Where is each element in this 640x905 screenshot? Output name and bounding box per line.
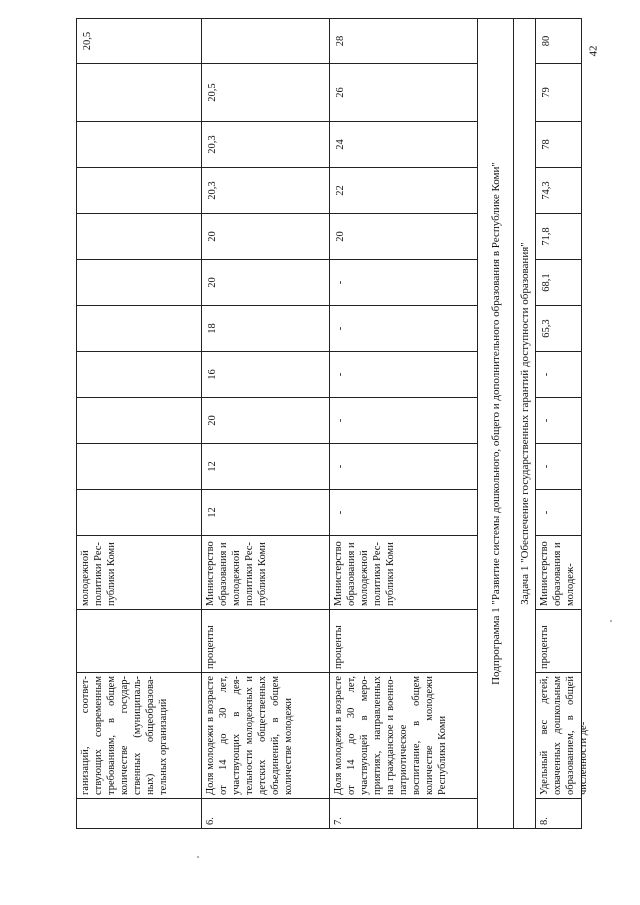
value-cell: 20: [202, 398, 330, 444]
value-cell: 20,5: [77, 18, 202, 64]
value-cell: 22: [330, 168, 478, 214]
value-cell: [77, 260, 202, 306]
value-cell: 20,5: [202, 64, 330, 122]
value-cell: 20: [202, 214, 330, 260]
indicator-name-cell: ганизаций, соответствующих современным требованиям, в общем количестве государственных (муниципальных) общеобразовательных организаций: [77, 673, 202, 799]
value-cell: [77, 64, 202, 122]
value-cell: [77, 444, 202, 490]
page-number: 42: [587, 45, 599, 57]
value-cell: [77, 214, 202, 260]
executor-cell: Министерство образования и молодежной политики Республики Коми: [330, 536, 478, 610]
value-cell: -: [536, 352, 581, 398]
task-title: Задача 1 "Обеспечение государственных гарантий доступности образования": [514, 18, 536, 829]
value-cell: 28: [330, 18, 478, 64]
value-cell: 80: [536, 18, 581, 64]
table-row: [76, 18, 202, 829]
executor-cell: Министерство образования и молодеж-: [536, 536, 581, 610]
rotated-table-frame: [76, 18, 589, 829]
value-cell: 20,3: [202, 168, 330, 214]
value-cell: 26: [330, 64, 478, 122]
value-cell: 79: [536, 64, 581, 122]
value-cell: 78: [536, 122, 581, 168]
value-cell: -: [536, 490, 581, 536]
value-cell: 16: [202, 352, 330, 398]
indicator-name-cell: Доля молодежи в возрасте от 14 до 30 лет, участвующих в деятельности молодежных и детских общественных объединений, в общем количестве молодежи: [202, 673, 330, 799]
value-cell: 12: [202, 490, 330, 536]
value-cell: [77, 122, 202, 168]
value-cell: 74,3: [536, 168, 581, 214]
subprogram-title: Подпрограмма 1 "Развитие системы дошкольного, общего и дополнительного образования в Республике Коми": [478, 18, 514, 829]
unit-cell: проценты: [202, 610, 330, 673]
value-cell: [202, 18, 330, 64]
unit-cell: проценты: [330, 610, 478, 673]
value-cell: 20,3: [202, 122, 330, 168]
value-cell: -: [330, 490, 478, 536]
value-cell: 12: [202, 444, 330, 490]
row-number-cell: 8.: [536, 799, 581, 829]
executor-cell: молодежной политики Республики Коми: [77, 536, 202, 610]
value-cell: 65,3: [536, 306, 581, 352]
subprogram-row: [477, 18, 514, 829]
value-cell: -: [330, 352, 478, 398]
scan-speck: [197, 856, 199, 858]
indicators-table: [76, 18, 589, 829]
value-cell: [77, 398, 202, 444]
row-number-cell: 6.: [202, 799, 330, 829]
value-cell: 68,1: [536, 260, 581, 306]
row-number-cell: [77, 799, 202, 829]
indicator-name-cell: Доля молодежи в возрасте от 14 до 30 лет, участвующей в мероприятиях, направленных на гражданское и военно-патриотическое воспитание, в общем количестве молодежи Республики Коми: [330, 673, 478, 799]
value-cell: -: [330, 444, 478, 490]
value-cell: 18: [202, 306, 330, 352]
value-cell: [77, 168, 202, 214]
table-row: [535, 18, 589, 829]
executor-cell: Министерство образования и молодежной политики Республики Коми: [202, 536, 330, 610]
value-cell: -: [330, 306, 478, 352]
unit-cell: [77, 610, 202, 673]
indicator-name-cell: Удельный вес детей, охваченных дошкольным образованием, в общей численности де-: [536, 673, 581, 799]
value-cell: 20: [330, 214, 478, 260]
value-cell: [77, 490, 202, 536]
value-cell: 24: [330, 122, 478, 168]
value-cell: 71,8: [536, 214, 581, 260]
row-number-cell: 7.: [330, 799, 478, 829]
value-cell: -: [536, 444, 581, 490]
value-cell: 20: [202, 260, 330, 306]
value-cell: -: [330, 398, 478, 444]
value-cell: [77, 306, 202, 352]
scan-speck: [610, 620, 612, 622]
unit-cell: проценты: [536, 610, 581, 673]
table-row: [329, 18, 478, 829]
task-row: [513, 18, 536, 829]
value-cell: -: [536, 398, 581, 444]
table-row: [201, 18, 330, 829]
value-cell: -: [330, 260, 478, 306]
value-cell: [77, 352, 202, 398]
